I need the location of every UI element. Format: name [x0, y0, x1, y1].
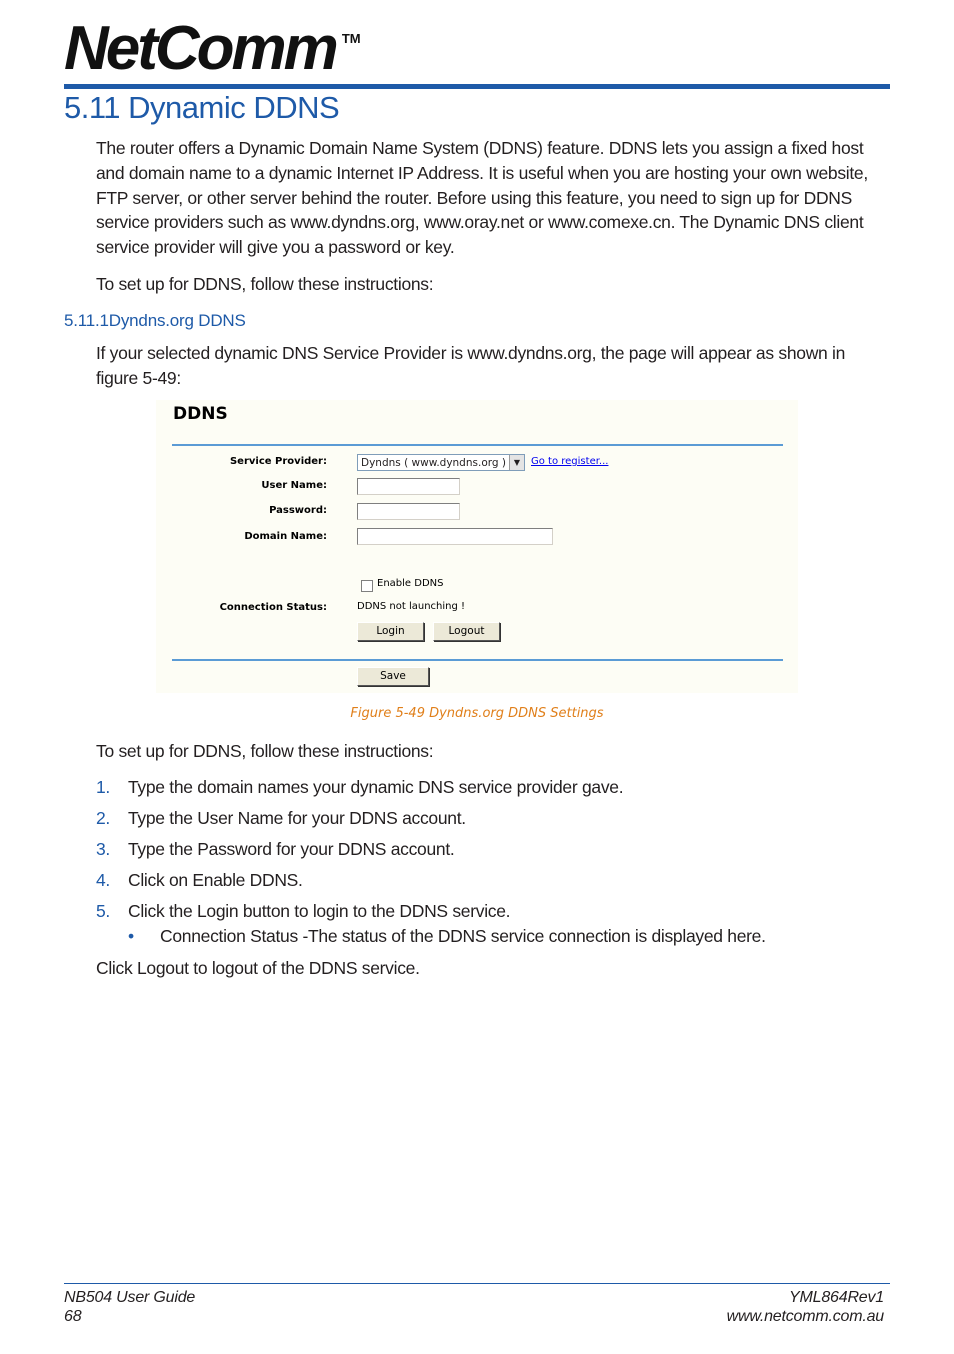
save-button[interactable]: Save: [357, 667, 429, 686]
bullet-item: [128, 926, 766, 947]
bullet-icon: •: [128, 926, 134, 946]
step-number: 2.: [96, 808, 110, 828]
footer-rule: [64, 1283, 890, 1284]
intro-setup-line: To set up for DDNS, follow these instructions:: [96, 274, 434, 294]
step-number: 4.: [96, 870, 110, 890]
service-provider-select[interactable]: [357, 454, 525, 471]
website: www.netcomm.com.au: [726, 1308, 884, 1325]
step-number: 1.: [96, 777, 110, 797]
user-name-input[interactable]: [357, 478, 460, 495]
subsection-paragraph: If your selected dynamic DNS Service Provider is www.dyndns.org, the page will appear as shown in figure 5-49:: [96, 343, 846, 388]
ddns-settings-figure: [156, 400, 798, 693]
user-name-label: User Name:: [261, 480, 327, 491]
instructions-setup-line: To set up for DDNS, follow these instructions:: [96, 741, 434, 761]
step-number: 3.: [96, 839, 110, 859]
ddns-panel-title: DDNS: [173, 404, 228, 424]
step-item: [96, 808, 466, 829]
connection-status-label: Connection Status:: [219, 602, 327, 613]
closing-line: Click Logout to logout of the DDNS service.: [96, 958, 420, 978]
logout-button[interactable]: Logout: [433, 622, 500, 641]
step-text: Click on Enable DDNS.: [128, 870, 303, 890]
step-item: [96, 777, 623, 798]
service-provider-label: Service Provider:: [229, 456, 327, 467]
enable-ddns-label: Enable DDNS: [377, 578, 444, 589]
revision: YML864Rev1: [789, 1289, 884, 1306]
section-title: 5.11 Dynamic DDNS: [64, 90, 340, 125]
step-text: Type the Password for your DDNS account.: [128, 839, 455, 859]
domain-name-input[interactable]: [357, 528, 553, 545]
step-text: Type the User Name for your DDNS account.: [128, 808, 466, 828]
subsection-title: 5.11.1Dyndns.org DDNS: [64, 311, 246, 330]
bullet-text: Connection Status -The status of the DDNS service connection is displayed here.: [160, 926, 766, 946]
netcomm-logo: NetComm ™: [64, 14, 361, 83]
intro-paragraph: The router offers a Dynamic Domain Name System (DDNS) feature. DDNS lets you assign a fixed host and domain name to a dynamic Internet IP Address. It is useful when you are hosting your own website, FTP server, or other server behind the router. Before using this feature, you need to sign up for DDNS service providers such as www.dyndns.org, www.oray.net or www.comexe.cn. The Dynamic DNS client service provider will give you a password or key.: [96, 138, 868, 258]
login-button[interactable]: Login: [357, 622, 424, 641]
step-item: [96, 870, 303, 891]
footer-left: [64, 1288, 195, 1326]
password-input[interactable]: [357, 503, 460, 520]
step-item: [96, 901, 510, 922]
enable-ddns-checkbox[interactable]: [361, 580, 373, 592]
header-rule: [64, 84, 890, 89]
service-provider-value: Dyndns ( www.dyndns.org ): [361, 457, 506, 469]
step-item: [96, 839, 454, 860]
page-number: 68: [64, 1308, 82, 1325]
register-link[interactable]: Go to register...: [531, 456, 609, 467]
panel-bottom-rule: [172, 659, 783, 661]
step-text: Click the Login button to login to the DDNS service.: [128, 901, 511, 921]
figure-caption: Figure 5-49 Dyndns.org DDNS Settings: [350, 706, 604, 721]
step-number: 5.: [96, 901, 110, 921]
step-text: Type the domain names your dynamic DNS service provider gave.: [128, 777, 624, 797]
domain-name-label: Domain Name:: [244, 531, 327, 542]
connection-status-value: DDNS not launching !: [357, 601, 466, 612]
password-label: Password:: [269, 505, 327, 516]
dropdown-arrow-icon[interactable]: ▼: [509, 455, 524, 470]
footer-right: [727, 1288, 884, 1326]
guide-name: NB504 User Guide: [64, 1289, 196, 1306]
panel-top-rule: [172, 444, 783, 446]
